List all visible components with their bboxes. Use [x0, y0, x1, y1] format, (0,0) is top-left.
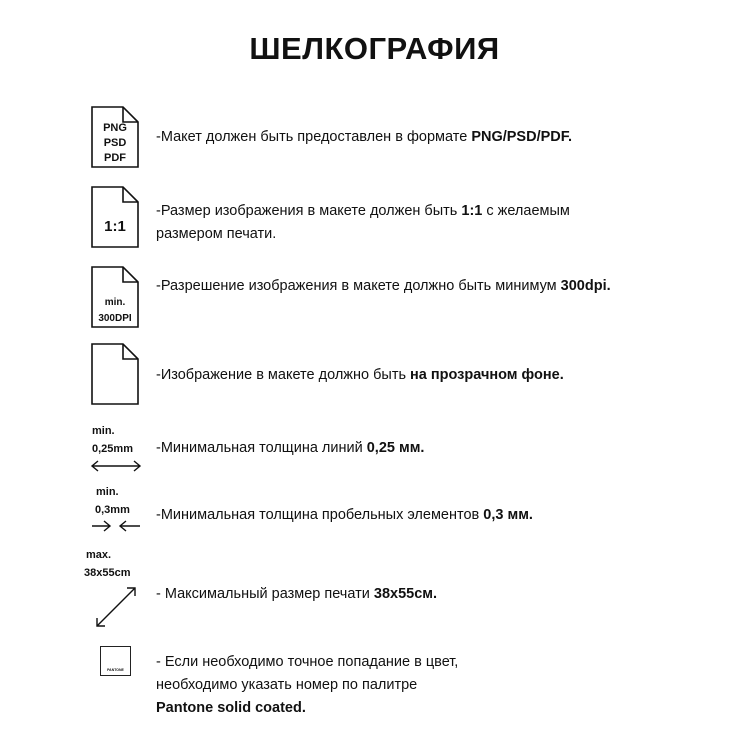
requirement-resolution [156, 275, 626, 298]
icon-label: 0,3mm [95, 504, 130, 516]
requirement-line-width [156, 437, 656, 460]
requirement-scale [156, 200, 636, 246]
blank-file-icon [91, 343, 139, 405]
icon-label: PSD [103, 137, 127, 149]
diagonal-arrow-icon [94, 585, 138, 629]
requirement-text: -Минимальная толщина линий [156, 440, 367, 456]
requirement-highlight: 1:1 [461, 203, 483, 219]
icon-label: 1:1 [104, 218, 126, 235]
requirement-text: -Изображение в макете должно быть [156, 367, 411, 383]
requirement-gap-width [156, 504, 656, 527]
requirement-max-size [156, 583, 656, 606]
icon-label: min. [104, 297, 126, 308]
requirement-highlight: 0,25 мм. [366, 440, 425, 456]
requirement-pantone [156, 651, 466, 720]
requirement-highlight: 300dpi. [560, 278, 611, 294]
file-scale-icon [91, 186, 139, 248]
icon-label: 38x55cm [84, 567, 131, 579]
icon-label: min. [92, 425, 115, 437]
requirement-highlight: PNG/PSD/PDF. [471, 129, 573, 145]
requirement-text: -Макет должен быть предоставлен в формате [156, 129, 472, 145]
requirement-text: -Минимальная толщина пробельных элементов [156, 507, 484, 523]
requirement-text: - Если необходимо точное попадание в цвет, необходимо указать номер по палитре [156, 654, 459, 693]
pantone-label: PANTONE [107, 668, 124, 672]
icon-label: 0,25mm [92, 443, 133, 455]
requirement-text: -Разрешение изображения в макете должно быть минимум [156, 278, 561, 294]
icon-label: min. [96, 486, 119, 498]
file-resolution-icon [91, 266, 139, 328]
requirement-highlight: 0,3 мм. [483, 507, 533, 523]
requirement-highlight: Pantone solid coated. [156, 700, 306, 716]
icon-label: PDF [104, 152, 126, 164]
requirement-text: -Размер изображения в макете должен быть [156, 203, 462, 219]
icon-label: max. [86, 549, 112, 561]
requirement-transparent [156, 364, 656, 387]
icon-label: PNG [103, 122, 127, 134]
requirement-highlight: на прозрачном фоне. [410, 367, 564, 383]
requirement-text: с желаемым размером печати. [156, 203, 570, 242]
requirement-highlight: 38x55см. [373, 586, 438, 602]
icon-label: 300DPI [98, 313, 132, 324]
double-arrow-icon [90, 459, 142, 473]
converging-arrows-icon [90, 519, 142, 533]
requirement-format [156, 126, 656, 149]
pantone-swatch-icon [100, 646, 131, 676]
page-title: ШЕЛКОГРАФИЯ [249, 31, 500, 66]
requirement-text: - Максимальный размер печати [156, 586, 374, 602]
file-format-icon [91, 106, 139, 168]
